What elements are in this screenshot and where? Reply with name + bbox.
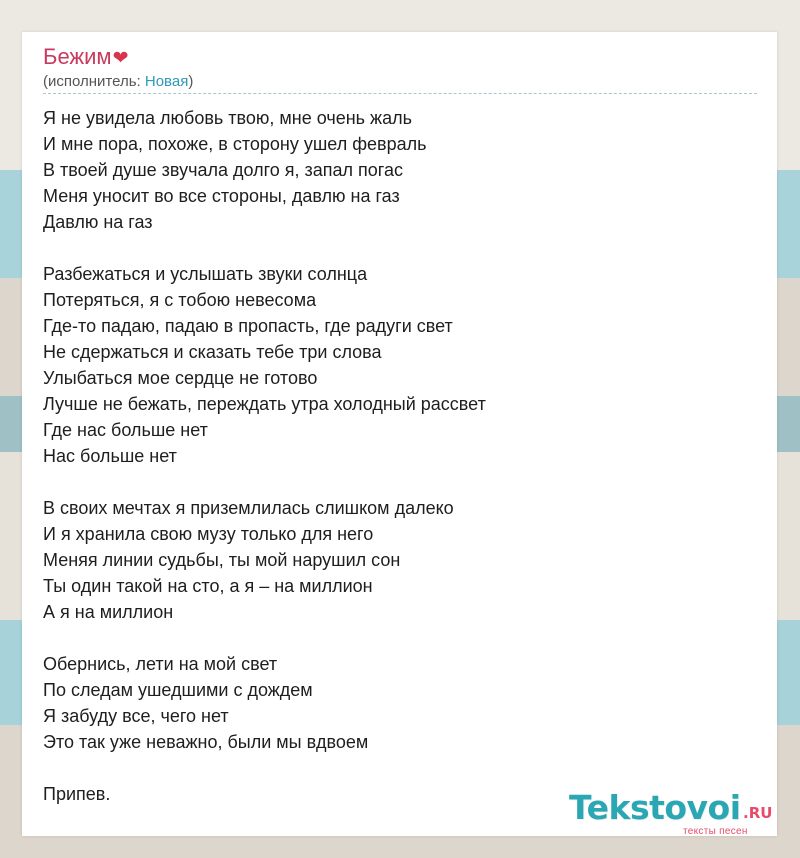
lyric-line: Припев. — [43, 784, 111, 804]
lyric-line: Лучше не бежать, переждать утра холодный рассвет — [43, 394, 486, 414]
lyric-line: Обернись, лети на мой свет — [43, 654, 278, 674]
artist-prefix: (исполнитель: — [43, 73, 145, 90]
lyrics-text — [43, 105, 763, 807]
site-logo[interactable] — [569, 788, 774, 837]
lyric-line: Не сдержаться и сказать тебе три слова — [43, 342, 382, 362]
lyric-line: В своих мечтах я приземлилась слишком далеко — [43, 498, 454, 518]
lyric-line: Меняя линии судьбы, ты мой нарушил сон — [43, 550, 401, 570]
logo-tld: .RU — [743, 804, 773, 822]
lyric-line: Давлю на газ — [43, 212, 153, 232]
lyric-line: По следам ушедшими с дождем — [43, 680, 313, 700]
lyric-line: А я на миллион — [43, 602, 174, 622]
lyric-line: Я не увидела любовь твою, мне очень жаль — [43, 108, 412, 128]
lyric-line: Где нас больше нет — [43, 420, 208, 440]
lyric-line: Где-то падаю, падаю в пропасть, где радуги свет — [43, 316, 453, 336]
stanza-gap — [43, 235, 763, 261]
lyric-line: Это так уже неважно, были мы вдвоем — [43, 732, 369, 752]
heart-icon: ❤ — [112, 48, 129, 69]
artist-link[interactable]: Новая — [144, 73, 189, 90]
lyric-line: Потеряться, я с тобою невесома — [43, 290, 317, 310]
lyric-line: Разбежаться и услышать звуки солнца — [43, 264, 368, 284]
lyric-line: И мне пора, похоже, в сторону ушел февраль — [43, 134, 427, 154]
lyric-line: Ты один такой на сто, а я – на миллион — [43, 576, 373, 596]
lyric-line: Меня уносит во все стороны, давлю на газ — [43, 186, 400, 206]
song-meta — [43, 73, 193, 91]
logo-brand: Tekstovoi — [569, 788, 741, 827]
song-title-text: Бежим — [43, 44, 112, 69]
artist-suffix: ) — [188, 73, 194, 90]
song-title — [43, 44, 128, 72]
stanza-gap — [43, 755, 763, 781]
lyric-line: И я хранила свою музу только для него — [43, 524, 374, 544]
lyrics-card — [22, 32, 777, 836]
header-divider — [43, 93, 757, 94]
lyric-line: Улыбаться мое сердце не готово — [43, 368, 318, 388]
stanza-gap — [43, 625, 763, 651]
lyric-line: Я забуду все, чего нет — [43, 706, 229, 726]
lyric-line: Нас больше нет — [43, 446, 177, 466]
logo-tagline: тексты песен — [683, 826, 748, 837]
lyric-line: В твоей душе звучала долго я, запал погас — [43, 160, 403, 180]
stanza-gap — [43, 469, 763, 495]
